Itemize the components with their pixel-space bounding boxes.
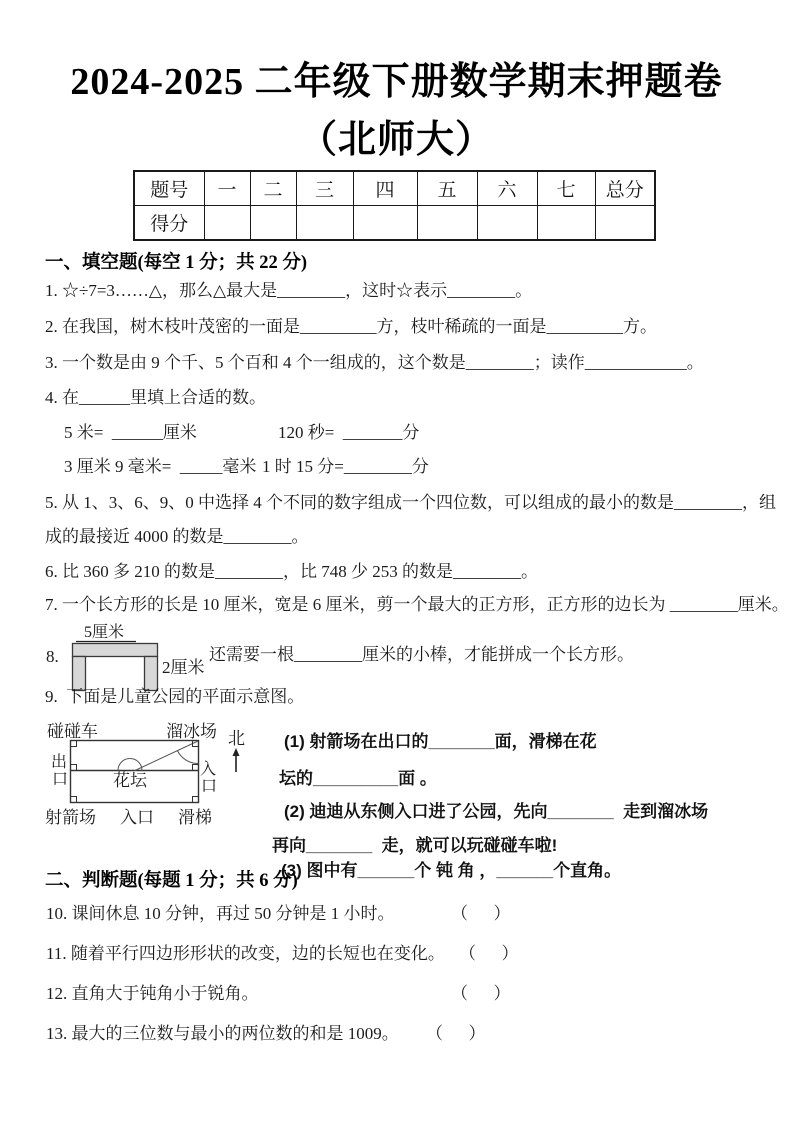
map-label-exit-char2: 口 — [52, 771, 69, 788]
score-table-header-cell: 四 — [353, 171, 417, 206]
stick-length-label: 5厘米 — [84, 624, 125, 641]
score-cell-empty — [353, 206, 417, 241]
question-9-sub1-line1: (1) 射箭场在出口的_______面，滑梯在花 — [284, 732, 597, 751]
question-4-row1b: 120 秒= _______分 — [278, 423, 420, 442]
question-10: 10. 课间休息 10 分钟，再过 50 分钟是 1 小时。 — [46, 904, 395, 923]
map-label-archery: 射箭场 — [45, 808, 96, 827]
question-9-sub3: (3) 图中有______个 钝 角 ，______个直角。 — [281, 861, 622, 880]
question-12: 12. 直角大于钝角小于锐角。 — [46, 984, 259, 1003]
question-8-text: 还需要一根________厘米的小棒，才能拼成一个长方形。 — [209, 645, 634, 664]
question-4-row2b: 1 时 15 分=________分 — [262, 457, 429, 476]
score-cell-empty — [595, 206, 655, 241]
corner-square — [71, 797, 77, 803]
corner-angle-arc — [177, 750, 198, 763]
park-diagonal-path — [135, 741, 198, 771]
map-label-exit-char1: 出 — [51, 754, 68, 771]
section1-heading: 一、填空题(每空 1 分；共 22 分) — [45, 253, 308, 273]
question-13: 13. 最大的三位数与最小的两位数的和是 1009。 — [46, 1024, 399, 1043]
stick-height-label: 2厘米 — [162, 658, 205, 677]
horizontal-stick — [73, 644, 158, 657]
score-table-header-cell: 七 — [537, 171, 595, 206]
question-9-sub1-line2: 坛的_________面 。 — [279, 769, 437, 788]
score-cell-empty — [537, 206, 595, 241]
score-cell-empty — [250, 206, 296, 241]
page-title-line2: （北师大） — [298, 119, 494, 161]
score-table-header-cell: 一 — [204, 171, 250, 206]
question-9-sub2-line1: (2) 迪迪从东侧入口进了公园，先向_______ 走到溜冰场 — [284, 802, 709, 821]
question-2: 2. 在我国，树木枝叶茂密的一面是_________方，枝叶稀疏的一面是_________方。 — [45, 317, 657, 336]
question-9-sub2-line2: 再向_______ 走，就可以玩碰碰车啦! — [272, 836, 558, 855]
score-table-header-cell: 三 — [296, 171, 353, 206]
score-row-label: 得分 — [134, 206, 204, 241]
map-label-skating-rink: 溜冰场 — [166, 722, 217, 741]
question-12-answer-paren: （ ） — [451, 984, 511, 1003]
question-4: 4. 在______里填上合适的数。 — [45, 388, 266, 407]
question-9: 9. 下面是儿童公园的平面示意图。 — [45, 687, 305, 706]
question-13-answer-paren: （ ） — [426, 1024, 486, 1043]
score-table — [133, 170, 656, 241]
map-label-east-entrance-char2: 口 — [201, 778, 218, 795]
question-8-number: 8. — [46, 647, 59, 666]
question-4-row2a: 3 厘米 9 毫米= _____毫米 — [64, 457, 257, 476]
question-7: 7. 一个长方形的长是 10 厘米，宽是 6 厘米，剪一个最大的正方形，正方形的边长为 ________厘米。 — [45, 595, 789, 614]
score-table-header-row — [134, 171, 655, 206]
question-6: 6. 比 360 多 210 的数是________，比 748 少 253 的数是________。 — [45, 562, 538, 581]
score-cell-empty — [296, 206, 353, 241]
map-label-bumper-cars: 碰碰车 — [47, 722, 98, 741]
score-cell-empty — [477, 206, 537, 241]
question-11-answer-paren: （ ） — [459, 944, 519, 963]
score-table-header-cell: 二 — [250, 171, 296, 206]
park-map-figure — [45, 715, 250, 830]
question-11: 11. 随着平行四边形形状的改变，边的长短也在变化。 — [46, 944, 445, 963]
map-label-slide: 滑梯 — [178, 808, 212, 827]
map-label-south-entrance: 入口 — [120, 808, 154, 827]
question-5-line1: 5. 从 1、3、6、9、0 中选择 4 个不同的数字组成一个四位数，可以组成的最小的数是________，组 — [45, 493, 776, 512]
score-table-header-cell: 题号 — [134, 171, 204, 206]
score-table-header-cell: 总分 — [595, 171, 655, 206]
page-title-line1: 2024-2025 二年级下册数学期末押题卷 — [70, 61, 723, 103]
map-label-flower-bed: 花坛 — [113, 771, 147, 790]
score-table-score-row — [134, 206, 655, 241]
map-label-east-entrance-char1: 入 — [200, 761, 217, 778]
corner-square — [71, 741, 77, 747]
section2-heading: 二、判断题(每题 1 分；共 6 分) — [45, 871, 298, 891]
corner-square — [193, 765, 199, 771]
question-4-row1a: 5 米= ______厘米 — [64, 423, 197, 442]
corner-square — [193, 797, 199, 803]
score-table-header-cell: 五 — [417, 171, 477, 206]
question-1: 1. ☆÷7=3……△，那么△最大是________，这时☆表示________。 — [45, 281, 533, 300]
score-table-header-cell: 六 — [477, 171, 537, 206]
score-cell-empty — [417, 206, 477, 241]
corner-square — [71, 765, 77, 771]
question-3: 3. 一个数是由 9 个千、5 个百和 4 个一组成的，这个数是________；读作____________。 — [45, 353, 704, 372]
score-cell-empty — [204, 206, 250, 241]
north-label: 北 — [228, 729, 245, 748]
north-arrow-head — [233, 748, 240, 756]
question-5-line2: 成的最接近 4000 的数是________。 — [45, 527, 309, 546]
question-10-answer-paren: （ ） — [451, 904, 511, 923]
